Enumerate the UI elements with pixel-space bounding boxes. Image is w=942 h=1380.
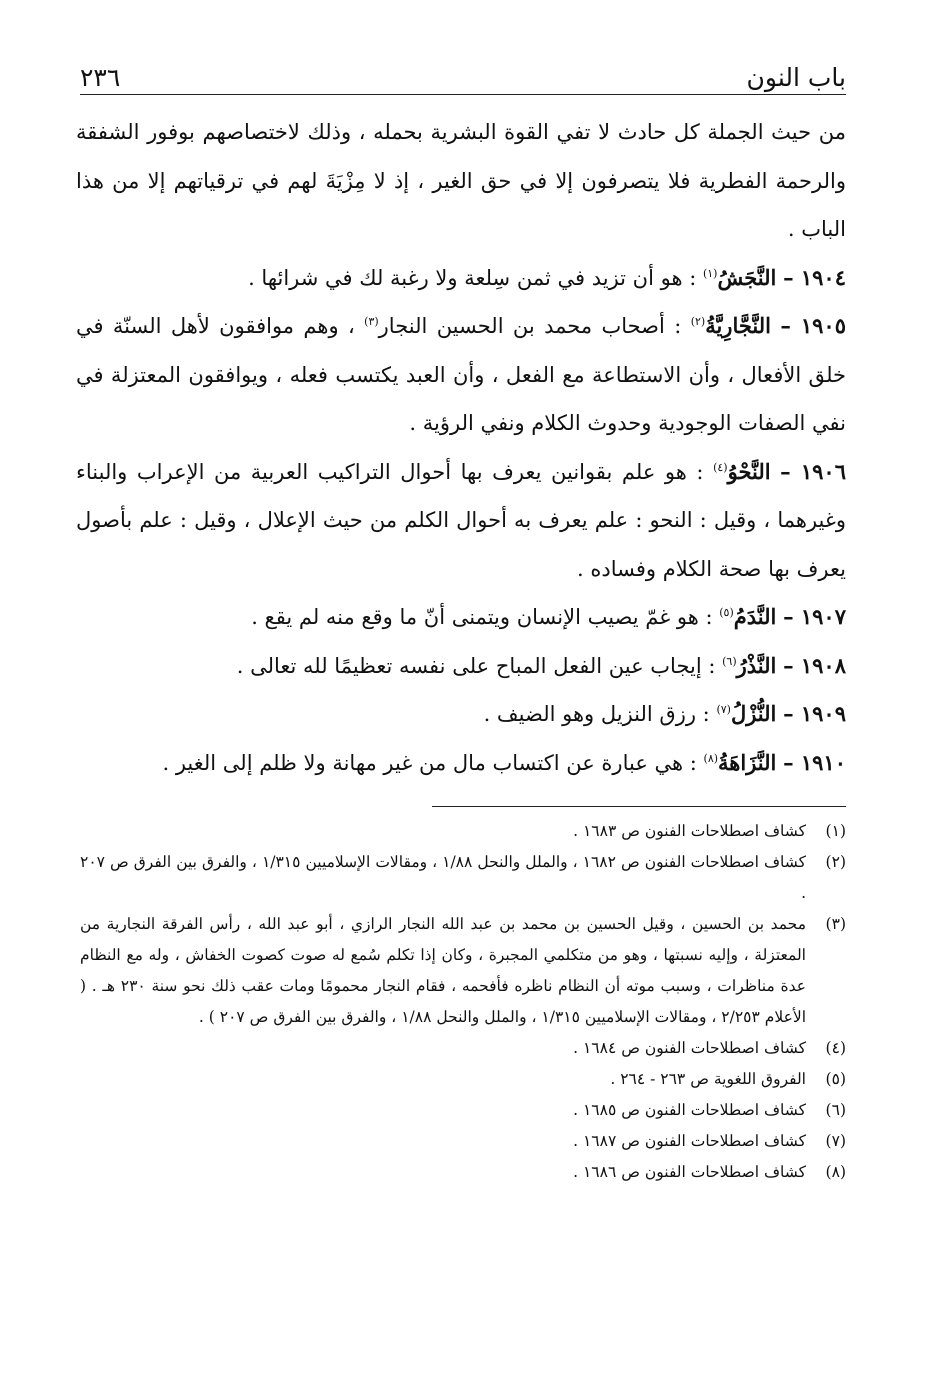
entry-1908 <box>76 642 846 691</box>
entry-definition: : أصحاب محمد بن الحسين النجار <box>378 314 691 338</box>
footnote-text: كشاف اصطلاحات الفنون ص ١٦٨٣ . <box>573 822 806 840</box>
entry-1905 <box>76 302 846 448</box>
footnote-text: الفروق اللغوية ص ٢٦٣ - ٢٦٤ . <box>610 1070 806 1088</box>
footnote-number: (١) <box>825 822 846 840</box>
entry-number: ١٩١٠ – <box>783 749 846 775</box>
entry-number: ١٩٠٦ – <box>780 458 846 484</box>
footnote <box>80 847 846 909</box>
footnote <box>80 1095 846 1126</box>
footnotes <box>80 816 846 1188</box>
entry-number: ١٩٠٩ – <box>783 701 846 726</box>
footnote-ref: (٦) <box>722 654 737 668</box>
footnote-text: كشاف اصطلاحات الفنون ص ١٦٨٧ . <box>573 1132 806 1150</box>
footnote-number: (٤) <box>825 1039 846 1057</box>
entry-definition: : هي عبارة عن اكتساب مال من غير مهانة ولا ظلم إلى الغير . <box>162 750 704 775</box>
entry-term: النَّزَاهَةُ <box>718 749 777 775</box>
entry-1907 <box>76 593 846 642</box>
footnote-ref: (٢) <box>690 315 706 328</box>
entry-term: النَّجَشُ <box>717 264 777 290</box>
footnote <box>80 1033 846 1064</box>
footnote <box>80 816 846 847</box>
footnote-number: (٨) <box>825 1163 846 1181</box>
intro-paragraph: من حيث الجملة كل حادث لا تفي القوة البشرية بحمله ، وذلك لاختصاصهم بوفور الشفقة والرحمة الفطرية فلا يتصرفون إلا في حق الغير ، إذ لا مِزْيَةَ لهم في ترقياتهم إلا من هذا الباب . <box>76 120 846 241</box>
footnote-text: كشاف اصطلاحات الفنون ص ١٦٨٦ . <box>573 1163 806 1181</box>
footnote-text: كشاف اصطلاحات الفنون ص ١٦٨٢ ، والملل والنحل ١/٨٨ ، ومقالات الإسلاميين ١/٣١٥ ، والفرق بين الفرق ص ٢٠٧ . <box>80 853 806 902</box>
entry-definition: : إيجاب عين الفعل المباح على نفسه تعظيمًا لله تعالى . <box>236 653 723 678</box>
footnote-number: (٥) <box>825 1070 846 1088</box>
footnote-separator <box>432 806 846 807</box>
running-header <box>80 52 846 92</box>
footnote-text: كشاف اصطلاحات الفنون ص ١٦٨٥ . <box>573 1101 806 1119</box>
page-number: ٢٣٦ <box>80 63 121 92</box>
footnote <box>80 1126 846 1157</box>
footnote-number: (٧) <box>825 1132 846 1150</box>
entry-definition: : رزق النزيل وهو الضيف . <box>483 702 717 726</box>
footnote-ref: (٧) <box>716 703 731 716</box>
entry-1909 <box>76 690 846 739</box>
entry-term: النُّزْلُ <box>730 701 777 726</box>
entry-number: ١٩٠٧ – <box>783 604 846 629</box>
entry-number: ١٩٠٨ – <box>783 652 846 678</box>
footnote-ref: (٨) <box>703 751 719 765</box>
entry-term: النَّحْوُ <box>727 458 771 484</box>
main-text <box>76 108 846 787</box>
footnote-ref: (٥) <box>719 606 734 619</box>
footnote-ref: (٤) <box>713 460 728 474</box>
footnote-ref: (١) <box>702 266 718 280</box>
header-rule <box>80 94 846 95</box>
entry-definition: : هو غمّ يصيب الإنسان ويتمنى أنّ ما وقع منه لم يقع . <box>251 605 720 629</box>
footnote-text: كشاف اصطلاحات الفنون ص ١٦٨٤ . <box>573 1039 806 1057</box>
entry-definition: : هو علم بقوانين يعرف بها أحوال التراكيب العربية من الإعراب والبناء وغيرهما ، وقيل : النحو : علم يعرف به أحوال الكلم من حيث الإعلال ، وقيل : علم بأصول يعرف بها صحة الكلام وفساده . <box>76 459 846 581</box>
entry-definition: : هو أن تزيد في ثمن سِلعة ولا رغبة لك في شرائها . <box>248 265 703 290</box>
entry-1906 <box>76 448 846 594</box>
footnote <box>80 1157 846 1188</box>
footnote-number: (٦) <box>825 1101 846 1119</box>
footnote-number: (٢) <box>825 853 846 871</box>
footnote-ref: (٣) <box>364 315 379 328</box>
footnote-number: (٣) <box>825 915 846 933</box>
chapter-title: باب النون <box>746 63 846 92</box>
entry-number: ١٩٠٤ – <box>783 264 846 290</box>
entry-term: النَّجَّارِيَّةُ <box>705 313 771 338</box>
footnote-text: محمد بن الحسين ، وقيل الحسين بن محمد بن عبد الله النجار الرازي ، أبو عبد الله ، رأس الفرقة النجارية من المعتزلة ، وإليه نسبتها ، وهو من متكلمي المجبرة ، وكان إذا تكلم سُمع له صوت كصوت الخفاش ، وله مع النظام عدة مناظرات ، وسبب موته أن النظام ناظره فأفحمه ، فقام النجار محمومًا ومات عقب ذلك نحو سنة ٢٣٠ هـ . ( الأعلام ٢/٢٥٣ ، ومقالات الإسلاميين ١/٣١٥ ، والملل والنحل ١/٨٨ ، والفرق بين الفرق ص ٢٠٧ ) . <box>80 915 806 1026</box>
entry-definition-cont: ، وهم موافقون لأهل السنّة في خلق الأفعال ، وأن الاستطاعة مع الفعل ، وأن العبد يكتسب فعله ، ويوافقون المعتزلة في نفي الصفات الوجودية وحدوث الكلام ونفي الرؤية . <box>76 314 847 435</box>
entry-1910 <box>76 739 846 788</box>
footnote <box>80 1064 846 1095</box>
entry-number: ١٩٠٥ – <box>780 313 846 338</box>
footnote <box>80 909 846 1033</box>
entry-term: النَّدَمُ <box>733 604 777 629</box>
entry-1904 <box>76 254 846 303</box>
entry-term: النَّذْرُ <box>736 652 777 678</box>
